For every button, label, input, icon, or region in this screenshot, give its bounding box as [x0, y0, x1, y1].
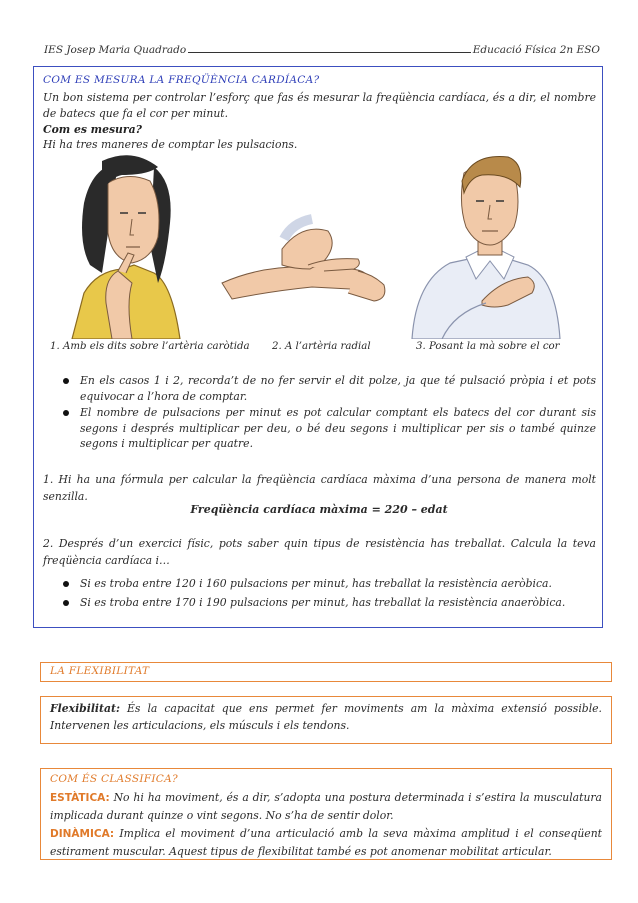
- bullet-thumb-warning: En els casos 1 i 2, recorda’t de no fer servir el dit polze, ja que té pulsació pròpia i et pots equivocar a l’hora de comptar.: [60, 373, 596, 404]
- school-name: IES Josep Maria Quadrado: [44, 44, 187, 56]
- static-flexibility: [50, 789, 602, 824]
- carotid-figure: [72, 155, 180, 339]
- classification-title: COM ÉS CLASSIFICA?: [50, 773, 178, 785]
- page-header: [44, 38, 600, 56]
- caption-carotid: 1. Amb els dits sobre l’artèria caròtida: [50, 341, 250, 352]
- caption-heart: 3. Posant la mà sobre el cor: [416, 341, 560, 352]
- dynamic-flexibility: [50, 825, 602, 860]
- dynamic-end: .: [548, 845, 552, 858]
- dynamic-term: mobilitat articular: [449, 845, 549, 858]
- bullet-anaerobic: Si es troba entre 170 i 190 pulsacions per minut, has treballat la resistència anaeròbica.: [60, 595, 596, 611]
- bullet-counting-method: El nombre de pulsacions per minut es pot calcular comptant els batecs del cor durant sis segons i després multiplicar per deu, o bé deu segons i multiplicar per sis o també quinze segons i multiplicar per quatre.: [60, 405, 596, 452]
- formula-intro: 1. Hi ha una fórmula per calcular la freqüència cardíaca màxima d’una persona de manera molt senzilla.: [43, 473, 596, 503]
- static-text: No hi ha moviment, és a dir, s’adopta una postura determinada i s’estira la musculatura implicada durant quinze o vint segons. No s’ha de sentir dolor.: [50, 791, 602, 822]
- radial-figure: [222, 219, 385, 301]
- static-label: ESTÀTICA:: [50, 792, 110, 804]
- max-heart-rate-formula: Freqüència cardíaca màxima = 220 – edat: [190, 503, 448, 516]
- heart-figure: [412, 157, 560, 340]
- how-measured-question: Com es mesura?: [43, 123, 142, 136]
- three-ways-text: Hi ha tres maneres de comptar les pulsacions.: [43, 138, 298, 151]
- flexibility-title: LA FLEXIBILITAT: [50, 665, 150, 677]
- after-exercise-text: 2. Després d’un exercici físic, pots saber quin tipus de resistència has treballat. Calcula la teva freqüència cardíaca i…: [43, 537, 596, 567]
- flexibility-label: Flexibilitat:: [50, 702, 120, 715]
- heart-rate-intro: Un bon sistema per controlar l’esforç que fas és mesurar la freqüència cardíaca, és a dir, el nombre de batecs que fa el cor per minut.: [43, 91, 596, 120]
- flexibility-definition: [50, 700, 602, 734]
- caption-radial: 2. A l’artèria radial: [272, 341, 371, 352]
- bullet-aerobic: Si es troba entre 120 i 160 pulsacions per minut, has treballat la resistència aeròbica.: [60, 576, 596, 592]
- dynamic-label: DINÀMICA:: [50, 828, 115, 840]
- course-name: Educació Física 2n ESO: [472, 44, 600, 56]
- header-rule: [188, 52, 470, 53]
- pulse-illustration: [62, 153, 562, 339]
- dynamic-text: Implica el moviment d’una articulació amb la seva màxima amplitud i el conseqüent estirament muscular. Aquest tipus de flexibilitat també es pot anomenar: [50, 827, 602, 858]
- flexibility-definition-text: És la capacitat que ens permet fer moviments am la màxima extensió possible. Intervenen les articulacions, els músculs i els tendons.: [50, 702, 602, 732]
- heart-rate-title: COM ES MESURA LA FREQÜÈNCIA CARDÍACA?: [43, 74, 320, 86]
